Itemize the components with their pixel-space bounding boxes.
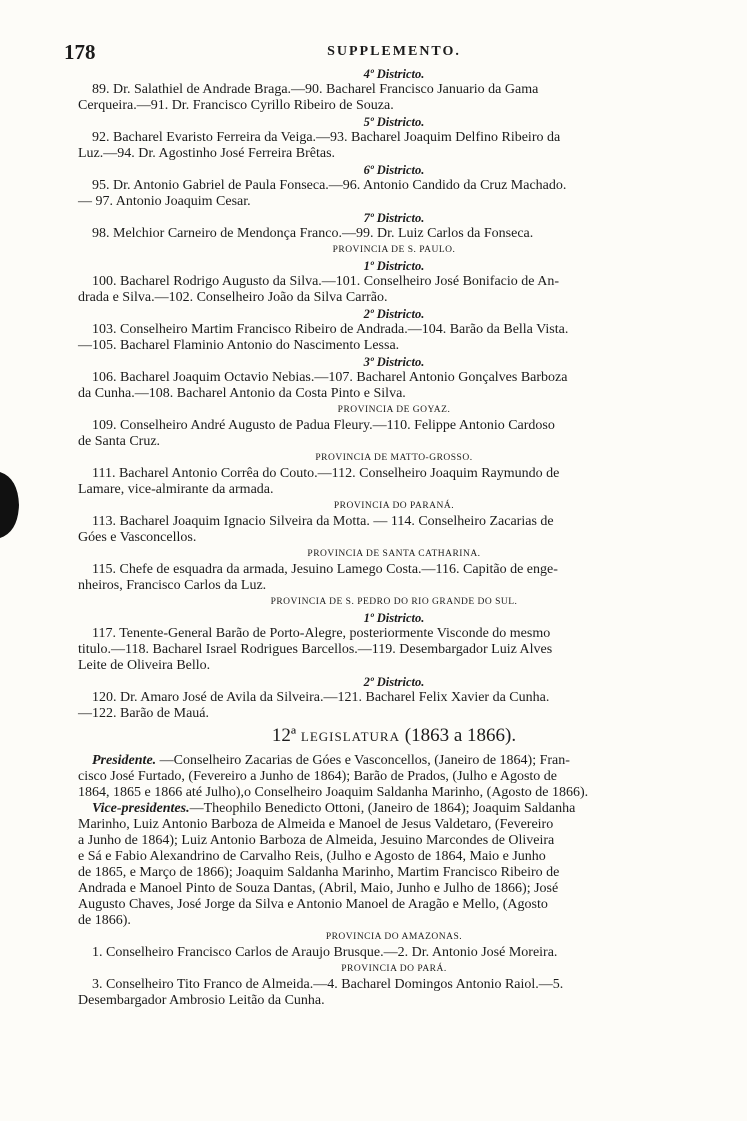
role-label: Presidente.	[92, 753, 157, 768]
entry-line: Góes e Vasconcellos.	[78, 530, 197, 545]
district-heading: 2º Districto.	[363, 307, 425, 321]
entry-line: a Junho de 1864); Luiz Antonio Barboza de Almeida, Jesuino Marcondes de Oliveira	[78, 833, 555, 848]
entry-paragraph	[78, 977, 710, 1009]
entry-line: Cerqueira.—91. Dr. Francisco Cyrillo Ribeiro de Souza.	[78, 98, 394, 113]
district-heading: 1º Districto.	[363, 611, 425, 625]
province-heading: PROVINCIA DE SANTA CATHARINA.	[307, 549, 481, 559]
entry-line: 98. Melchior Carneiro de Mendonça Franco.—99. Dr. Luiz Carlos da Fonseca.	[92, 226, 534, 241]
entry-line: 109. Conselheiro André Augusto de Padua Fleury.—110. Felippe Antonio Cardoso	[92, 418, 555, 433]
entry-line: Andrada e Manoel Pinto de Souza Dantas, (Abril, Maio, Junho e Julho de 1866); José	[78, 881, 559, 896]
page-body	[78, 66, 710, 1009]
entry-line: titulo.—118. Bacharel Israel Rodrigues Barcellos.—119. Desembargador Luiz Alves	[78, 642, 553, 657]
province-heading: PROVINCIA DO AMAZONAS.	[325, 932, 463, 942]
entry-paragraph	[78, 801, 710, 929]
entry-line: 1. Conselheiro Francisco Carlos de Araujo Brusque.—2. Dr. Antonio José Moreira.	[92, 945, 558, 960]
entry-line: da Cunha.—108. Bacharel Antonio da Costa Pinto e Silva.	[78, 386, 406, 401]
entry-paragraph	[78, 466, 710, 498]
entry-line: 100. Bacharel Rodrigo Augusto da Silva.—101. Conselheiro José Bonifacio de An-	[92, 274, 559, 289]
entry-line: 95. Dr. Antonio Gabriel de Paula Fonseca.—96. Antonio Candido da Cruz Machado.	[92, 178, 567, 193]
entry-paragraph	[78, 690, 710, 722]
legislature-number: 12ª	[271, 725, 297, 746]
entry-line: 111. Bacharel Antonio Corrêa do Couto.—112. Conselheiro Joaquim Raymundo de	[92, 466, 560, 481]
entry-line: — 97. Antonio Joaquim Cesar.	[78, 194, 251, 209]
entry-line: Augusto Chaves, José Jorge da Silva e Antonio Manoel de Aragão e Mello, (Agosto	[78, 897, 548, 912]
legislature-label: LEGISLATURA	[300, 729, 400, 744]
province-heading: PROVINCIA DE S. PAULO.	[332, 245, 456, 255]
district-heading: 3º Districto.	[363, 355, 425, 369]
province-heading: PROVINCIA DO PARÁ.	[341, 964, 447, 974]
entry-line: Luz.—94. Dr. Agostinho José Ferreira Brêtas.	[78, 146, 336, 161]
entry-paragraph	[78, 82, 710, 114]
entry-paragraph	[78, 226, 710, 242]
entry-paragraph	[78, 322, 710, 354]
entry-paragraph	[78, 370, 710, 402]
entry-line: Marinho, Luiz Antonio Barboza de Almeida e Manoel de Jesus Valdetaro, (Fevereiro	[78, 817, 554, 832]
entry-line: 92. Bacharel Evaristo Ferreira da Veiga.—93. Bacharel Joaquim Delfino Ribeiro da	[92, 130, 561, 145]
entry-line: 117. Tenente-General Barão de Porto-Alegre, posteriormente Visconde do mesmo	[92, 626, 551, 641]
entry-line: 89. Dr. Salathiel de Andrade Braga.—90. Bacharel Francisco Januario da Gama	[92, 82, 539, 97]
entry-line: Desembargador Ambrosio Leitão da Cunha.	[78, 993, 325, 1008]
entry-line: nheiros, Francisco Carlos da Luz.	[78, 578, 267, 593]
entry-line: —105. Bacharel Flaminio Antonio do Nascimento Lessa.	[78, 338, 400, 353]
entry-line: 1864, 1865 e 1866 até Julho),o Conselheiro Joaquim Saldanha Marinho, (Agosto de 1866).	[78, 785, 589, 800]
entry-line: e Sá e Fabio Alexandrino de Carvalho Reis, (Julho e Agosto de 1864, Maio e Junho	[78, 849, 546, 864]
province-heading: PROVINCIA DE MATTO-GROSSO.	[315, 453, 473, 463]
entry-paragraph	[78, 753, 710, 801]
district-heading: 7º Districto.	[363, 211, 425, 225]
district-heading: 6º Districto.	[363, 163, 425, 177]
district-heading: 5º Districto.	[363, 115, 425, 129]
entry-paragraph	[78, 418, 710, 450]
province-heading: PROVINCIA DO PARANÁ.	[333, 501, 455, 511]
province-heading: PROVINCIA DE GOYAZ.	[337, 405, 451, 415]
page-header	[64, 36, 710, 66]
entry-paragraph	[78, 945, 710, 961]
entry-line: de 1866).	[78, 913, 131, 928]
page-number: 178	[64, 40, 96, 64]
entry-paragraph	[78, 178, 710, 210]
entry-line	[78, 753, 710, 769]
district-heading: 4º Districto.	[363, 67, 425, 81]
entry-line: de Santa Cruz.	[78, 434, 161, 449]
entry-line	[78, 801, 710, 817]
entry-line: 115. Chefe de esquadra da armada, Jesuino Lamego Costa.—116. Capitão de enge-	[92, 562, 558, 577]
entry-line: cisco José Furtado, (Fevereiro a Junho de 1864); Barão de Prados, (Julho e Agosto de	[78, 769, 558, 784]
province-heading: PROVINCIA DE S. PEDRO DO RIO GRANDE DO SUL.	[270, 597, 518, 607]
entry-line: —122. Barão de Mauá.	[78, 706, 210, 721]
page-edge-ink-blot	[0, 470, 22, 540]
entry-paragraph	[78, 626, 710, 674]
entry-line: drada e Silva.—102. Conselheiro João da Silva Carrão.	[78, 290, 388, 305]
district-heading: 2º Districto.	[363, 675, 425, 689]
entry-paragraph	[78, 130, 710, 162]
entry-line: 3. Conselheiro Tito Franco de Almeida.—4. Bacharel Domingos Antonio Raiol.—5.	[92, 977, 564, 992]
role-label: Vice-presidentes.	[92, 801, 190, 816]
entry-paragraph	[78, 514, 710, 546]
running-head: SUPPLEMENTO.	[327, 44, 461, 59]
entry-line: 120. Dr. Amaro José de Avila da Silveira.—121. Bacharel Felix Xavier da Cunha.	[92, 690, 550, 705]
entry-line: Leite de Oliveira Bello.	[78, 658, 211, 673]
entry-line: 113. Bacharel Joaquim Ignacio Silveira da Motta. — 114. Conselheiro Zacarias de	[92, 514, 554, 529]
legislature-years: (1863 a 1866).	[404, 725, 517, 746]
entry-line: de 1865, e Março de 1866); Joaquim Saldanha Marinho, Martim Francisco Ribeiro de	[78, 865, 560, 880]
entry-paragraph	[78, 274, 710, 306]
page	[64, 36, 710, 1009]
entry-line-text: —Theophilo Benedicto Ottoni, (Janeiro de 1864); Joaquim Saldanha	[189, 801, 576, 816]
entry-line: 106. Bacharel Joaquim Octavio Nebias.—107. Bacharel Antonio Gonçalves Barboza	[92, 370, 568, 385]
entry-line: 103. Conselheiro Martim Francisco Ribeiro de Andrada.—104. Barão da Bella Vista.	[92, 322, 569, 337]
entry-paragraph	[78, 562, 710, 594]
entry-line-text: —Conselheiro Zacarias de Góes e Vasconcellos, (Janeiro de 1864); Fran-	[156, 753, 570, 768]
legislature-heading	[78, 723, 710, 750]
entry-line: Lamare, vice-almirante da armada.	[78, 482, 274, 497]
district-heading: 1º Districto.	[363, 259, 425, 273]
